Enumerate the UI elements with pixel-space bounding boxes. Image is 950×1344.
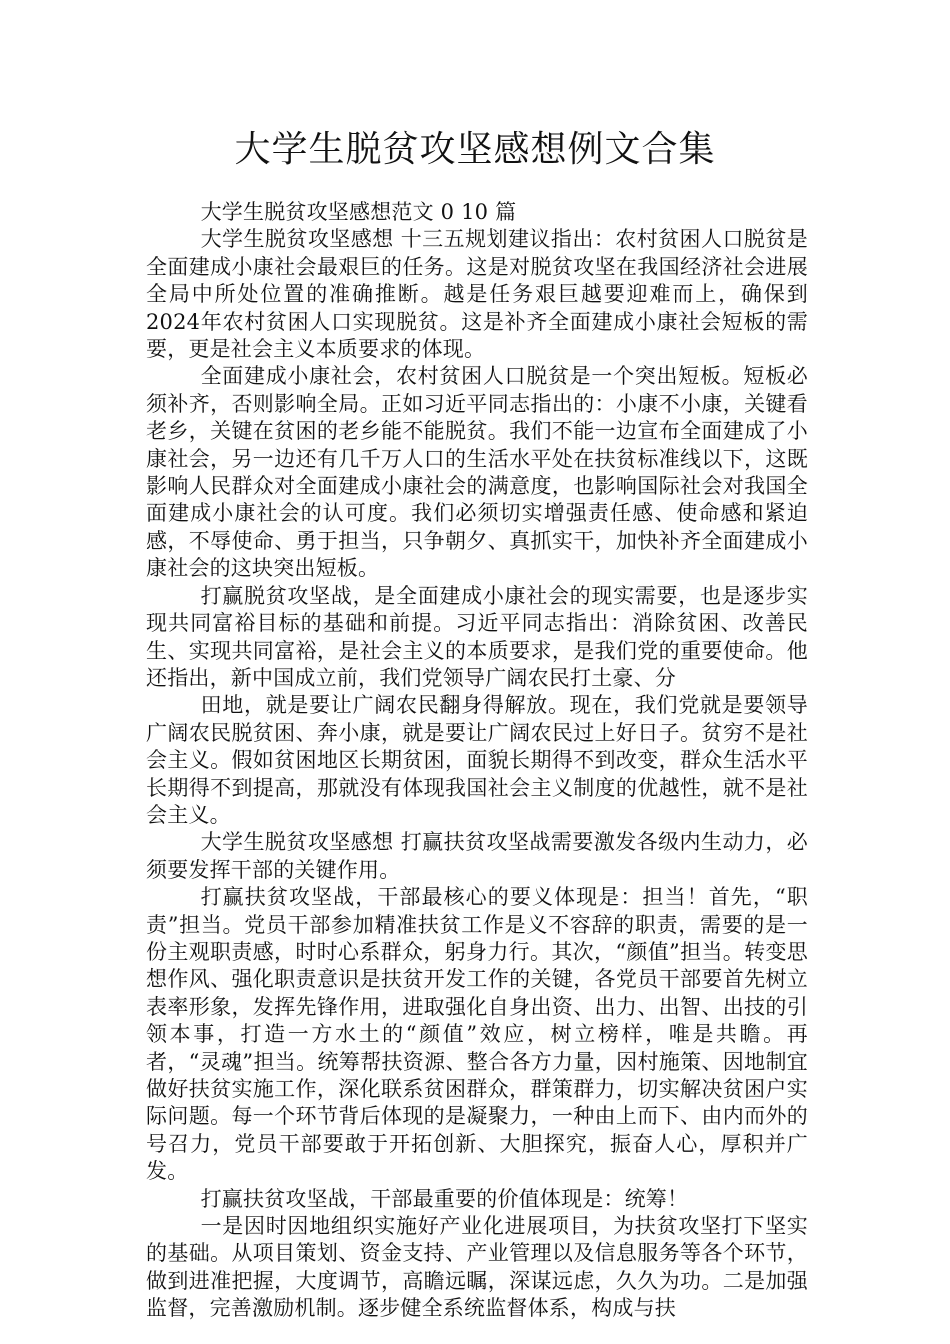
document-title: 大学生脱贫攻坚感想例文合集 [234, 129, 716, 170]
paragraph: 打赢脱贫攻坚战，是全面建成小康社会的现实需要，也是逐步实现共同富裕目标的基础和前提。习近平同志指出：消除贫困、改善民生、实现共同富裕，是社会主义的本质要求，是我们党的重要使命。他还指出，新中国成立前，我们党领导广阔农民打土豪、分 [146, 583, 808, 690]
paragraph: 田地，就是要让广阔农民翻身得解放。现在，我们党就是要领导广阔农民脱贫困、奔小康，就是要让广阔农民过上好日子。贫穷不是社会主义。假如贫困地区长期贫困，面貌长期得不到改变，群众生活水平长期得不到提高，那就没有体现我国社会主义制度的优越性，就不是社会主义。 [146, 693, 808, 827]
paragraph: 打赢扶贫攻坚战，干部最核心的要义体现是：担当！首先，“职责”担当。党员干部参加精准扶贫工作是义不容辞的职责，需要的是一份主观职责感，时时心系群众，躬身力行。其次，“颜值”担当。转变思想作风、强化职责意识是扶贫开发工作的关键，各党员干部要首先树立表率形象，发挥先锋作用，进取强化自身出资、出力、出智、出技的引领本事，打造一方水土的“颜值”效应，树立榜样，唯是共瞻。再者，“灵魂”担当。统筹帮扶资源、整合各方力量，因村施策、因地制宜做好扶贫实施工作，深化联系贫困群众，群策群力，切实解决贫困户实际问题。每一个环节背后体现的是凝聚力，一种由上而下、由内而外的号召力，党员干部要敢于开拓创新、大胆探究，振奋人心，厚积并广发。 [146, 885, 808, 1184]
paragraph: 大学生脱贫攻坚感想 十三五规划建议指出：农村贫困人口脱贫是全面建成小康社会最艰巨的任务。这是对脱贫攻坚在我国经济社会进展全局中所处位置的准确推断。越是任务艰巨越要迎难而上，确保到2024年农村贫困人口实现脱贫。这是补齐全面建成小康社会短板的需要，更是社会主义本质要求的体现。 [146, 227, 808, 362]
paragraph: 一是因时因地组织实施好产业化进展项目，为扶贫攻坚打下坚实的基础。从项目策划、资金支持、产业管理以及信息服务等各个环节，做到进准把握，大度调节，高瞻远瞩，深谋远虑，久久为功。二是加强监督，完善激励机制。逐步健全系统监督体系，构成与扶 [146, 1214, 808, 1321]
paragraph: 全面建成小康社会，农村贫困人口脱贫是一个突出短板。短板必须补齐，否则影响全局。正如习近平同志指出的：小康不小康，关键看老乡，关键在贫困的老乡能不能脱贫。我们不能一边宣布全面建成了小康社会，另一边还有几千万人口的生活水平处在扶贫标准线以下，这既影响人民群众对全面建成小康社会的满意度，也影响国际社会对我国全面建成小康社会的认可度。我们必须切实增强责任感、使命感和紧迫感，不辱使命、勇于担当，只争朝夕、真抓实干，加快补齐全面建成小康社会的这块突出短板。 [146, 364, 808, 581]
paragraph-subtitle: 大学生脱贫攻坚感想范文 0 10 篇 [200, 200, 517, 224]
paragraph: 大学生脱贫攻坚感想 打赢扶贫攻坚战需要激发各级内生动力，必须要发挥干部的关键作用。 [146, 830, 808, 882]
paragraph: 打赢扶贫攻坚战，干部最重要的价值体现是：统筹！ [200, 1186, 689, 1211]
document-body [146, 199, 808, 1323]
